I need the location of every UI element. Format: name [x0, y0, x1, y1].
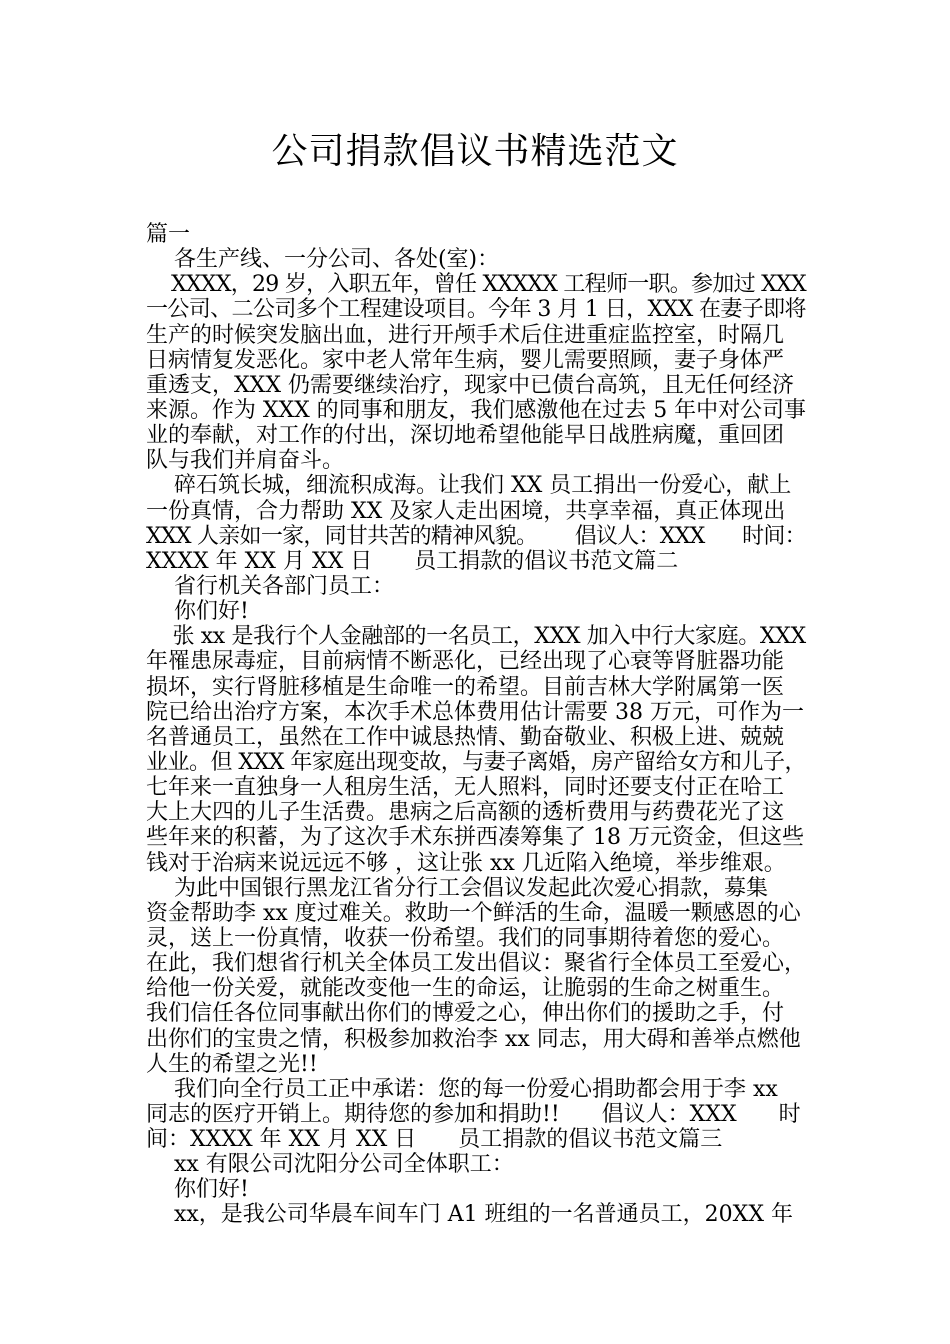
body-line: 业业。但 XXX 年家庭出现变故，与妻子离婚，房产留给女方和儿子， — [146, 749, 806, 775]
body-line: 出你们的宝贵之情，积极参加救治李 xx 同志，用大碍和善举点燃他 — [146, 1026, 801, 1052]
body-line: 来源。作为 XXX 的同事和朋友，我们感激他在过去 5 年中对公司事 — [146, 397, 806, 423]
body-line: 院已给出治疗方案，本次手术总体费用估计需要 38 万元，可作为一 — [146, 699, 804, 725]
document-body — [146, 222, 806, 1228]
body-line: 间：XXXX 年 XX 月 XX 日 员工捐款的倡议书范文篇三 — [146, 1127, 723, 1153]
body-line: 篇一 — [146, 222, 191, 247]
body-line: 大上大四的儿子生活费。患病之后高额的透析费用与药费花光了这 — [146, 800, 785, 826]
body-line: 重透支，XXX 仍需要继续治疗，现家中已债台高筑，且无任何经济 — [146, 372, 794, 398]
body-line: 生产的时候突发脑出血，进行开颅手术后住进重症监控室，时隔几 — [146, 322, 785, 348]
body-line: 我们信任各位同事献出你们的博爱之心，伸出你们的援助之手，付 — [146, 1001, 785, 1027]
body-line: 为此中国银行黑龙江省分行工会倡议发起此次爱心捐款，募集 — [146, 875, 768, 901]
body-line: 一份真情，合力帮助 XX 及家人走出困境，共享幸福，真正体现出 — [146, 498, 786, 524]
body-line: 给他一份关爱，就能改变他一生的命运，让脆弱的生命之树重生。 — [146, 976, 785, 1002]
body-line: XXXX 年 XX 月 XX 日 员工捐款的倡议书范文篇二 — [146, 548, 679, 574]
body-line: 灵，送上一份真情，收获一份希望。我们的同事期待着您的爱心。 — [146, 925, 785, 951]
body-line: xx，是我公司华晨车间车门 A1 班组的一名普通员工，20XX 年 — [146, 1202, 793, 1228]
body-line: XXX 人亲如一家，同甘共苦的精神风貌。 倡议人：XXX 时间： — [146, 523, 806, 549]
body-line: 在此，我们想省行机关全体员工发出倡议：聚省行全体员工至爱心， — [146, 951, 807, 977]
body-line: 省行机关各部门员工： — [146, 573, 394, 599]
body-line: 各生产线、一分公司、各处(室)： — [146, 247, 500, 273]
body-line: 资金帮助李 xx 度过难关。救助一个鲜活的生命，温暖一颗感恩的心 — [146, 900, 801, 926]
body-line: 名普通员工，虽然在工作中诚恳热情、勤奋敬业、积极上进、兢兢 — [146, 724, 785, 750]
body-line: 损坏，实行肾脏移植是生命唯一的希望。目前吉林大学附属第一医 — [146, 674, 785, 700]
body-line: 你们好! — [146, 1177, 249, 1203]
body-line: 队与我们并肩奋斗。 — [146, 448, 345, 474]
document-title: 公司捐款倡议书精选范文 — [271, 131, 679, 172]
body-line: xx 有限公司沈阳分公司全体职工： — [146, 1152, 514, 1178]
body-line: 碎石筑长城，细流积成海。让我们 XX 员工捐出一份爱心，献上 — [146, 473, 792, 499]
body-line: 我们向全行员工正中承诺：您的每一份爱心捐助都会用于李 xx — [146, 1076, 778, 1102]
body-line: 些年来的积蓄，为了这次手术东拼西凑筹集了 18 万元资金，但这些 — [146, 825, 804, 851]
body-line: 七年来一直独身一人租房生活，无人照料，同时还要支付正在哈工 — [146, 775, 785, 801]
body-line: 同志的医疗开销上。期待您的参加和捐助!! 倡议人：XXX 时 — [146, 1101, 801, 1127]
body-line: 年罹患尿毒症，目前病情不断恶化，已经出现了心衰等肾脏器功能 — [146, 649, 785, 675]
body-line: 业的奉献，对工作的付出，深切地希望他能早日战胜病魔，重回团 — [146, 423, 785, 449]
body-line: 一公司、二公司多个工程建设项目。今年 3 月 1 日，XXX 在妻子即将 — [146, 297, 806, 323]
body-line: XXXX，29 岁，入职五年，曾任 XXXXX 工程师一职。参加过 XXX — [146, 272, 806, 298]
body-line: 钱对于治病来说远远不够 ，这让张 xx 几近陷入绝境，举步维艰。 — [146, 850, 786, 876]
body-line: 张 xx 是我行个人金融部的一名员工，XXX 加入中行大家庭。XXX — [146, 624, 806, 650]
body-line: 你们好! — [146, 599, 249, 625]
body-line: 日病情复发恶化。家中老人常年生病，婴儿需要照顾，妻子身体严 — [146, 347, 785, 373]
body-line: 人生的希望之光!! — [146, 1051, 318, 1077]
